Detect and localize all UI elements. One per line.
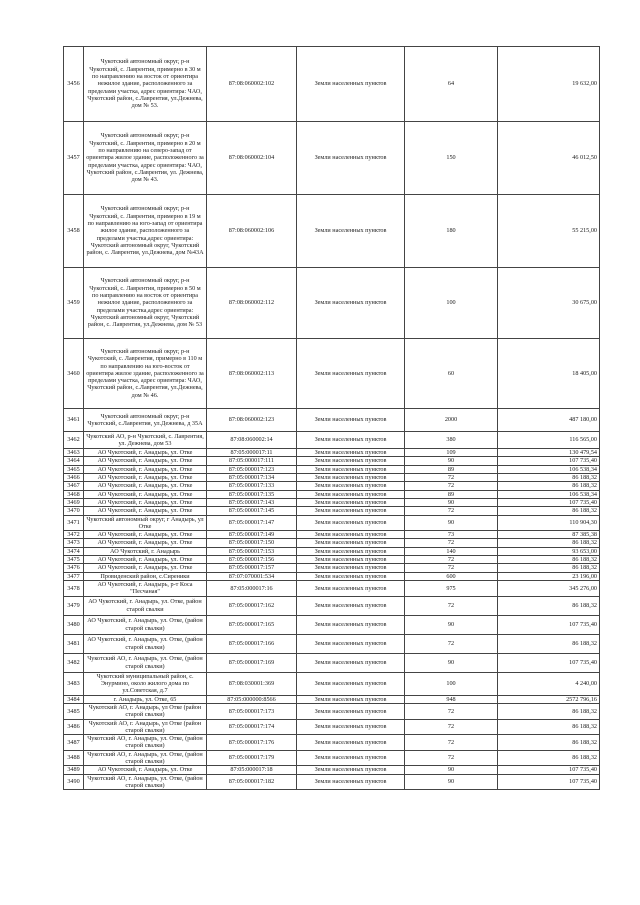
table-row (64, 735, 600, 751)
cadastral-number-cell: 87:05:000017:165 (207, 615, 297, 634)
area-cell: 600 (405, 572, 498, 580)
land-category-cell: Земли населенных пунктов (297, 672, 405, 695)
row-number: 3472 (64, 531, 84, 539)
table-row (64, 490, 600, 498)
cadastral-cost-cell: 345 276,00 (498, 581, 600, 597)
cadastral-cost-cell: 86 188,32 (498, 750, 600, 766)
cadastral-number-cell: 87:05:000017:150 (207, 539, 297, 547)
address-cell: Чукотский автономный округ, г Анадырь, ул Отке (84, 515, 207, 531)
area-cell: 90 (405, 766, 498, 774)
cadastral-cost-cell: 107 735,40 (498, 615, 600, 634)
area-cell: 72 (405, 507, 498, 515)
table-row (64, 634, 600, 653)
cadastral-number-cell: 87:05:000017:135 (207, 490, 297, 498)
address-cell: АО Чукотский, г. Анадырь, ул. Отке, (район старой свалки) (84, 634, 207, 653)
table-row (64, 615, 600, 634)
cadastral-cost-cell: 30 675,00 (498, 268, 600, 339)
cadastral-number-cell: 87:05:000017:176 (207, 735, 297, 751)
land-category-cell: Земли населенных пунктов (297, 735, 405, 751)
row-number: 3469 (64, 498, 84, 506)
address-cell: Чукотский автономный округ, р-н Чукотский, с. Лаврентия, примерно в 20 м по направлению на северо-запад от ориентира жилое здание, расположенного за пределами участка, адрес ориентира: ЧАО, Чукотский район, с.Лаврентия, ул. Дежнева, дом № 43. (84, 122, 207, 195)
cadastral-number-cell: 87:08:060002:106 (207, 195, 297, 268)
area-cell: 948 (405, 695, 498, 703)
cadastral-cost-cell: 86 188,32 (498, 539, 600, 547)
area-cell: 90 (405, 615, 498, 634)
cadastral-cost-cell: 2572 796,16 (498, 695, 600, 703)
table-row (64, 672, 600, 695)
cadastral-number-cell: 87:05:000017:179 (207, 750, 297, 766)
row-number: 3482 (64, 653, 84, 672)
cadastral-number-cell: 87:05:000017:133 (207, 482, 297, 490)
land-category-cell: Земли населенных пунктов (297, 547, 405, 555)
land-category-cell: Земли населенных пунктов (297, 195, 405, 268)
table-row (64, 766, 600, 774)
table-row (64, 409, 600, 432)
area-cell: 90 (405, 774, 498, 790)
cadastral-cost-cell: 23 196,00 (498, 572, 600, 580)
table-row (64, 482, 600, 490)
cadastral-cost-cell: 86 188,32 (498, 473, 600, 481)
table-row (64, 596, 600, 615)
row-number: 3464 (64, 457, 84, 465)
cadastral-cost-cell: 130 479,54 (498, 449, 600, 457)
address-cell: Чукотский АО, г. Анадырь, ул Отке (район старой свалки) (84, 719, 207, 735)
address-cell: АО Чукотский, г. Анадырь, ул. Отке (84, 766, 207, 774)
address-cell: АО Чукотский, г. Анадырь, ул. Отке (84, 507, 207, 515)
area-cell: 72 (405, 735, 498, 751)
cadastral-cost-cell: 86 188,32 (498, 735, 600, 751)
row-number: 3459 (64, 268, 84, 339)
cadastral-cost-cell: 116 565,00 (498, 432, 600, 449)
cadastral-cost-cell: 46 012,50 (498, 122, 600, 195)
area-cell: 90 (405, 515, 498, 531)
area-cell: 60 (405, 339, 498, 409)
address-cell: АО Чукотский, г. Анадырь, ул. Отке (84, 531, 207, 539)
row-number: 3460 (64, 339, 84, 409)
area-cell: 975 (405, 581, 498, 597)
area-cell: 73 (405, 531, 498, 539)
cadastral-number-cell: 87:05:000017:16 (207, 581, 297, 597)
address-cell: Чукотский автономный округ, р-н Чукотский, с. Лаврентия, примерно в 19 м по направлению на юго-запад от ориентира жилое здание, расположенного за пределами участка,адрес ориентира: Чукотский автономный округ, Чукотский район, с. Лаврентия, ул.Дежнева, дом №43А (84, 195, 207, 268)
row-number: 3486 (64, 719, 84, 735)
land-category-cell: Земли населенных пунктов (297, 531, 405, 539)
table-body (64, 47, 600, 790)
table-row (64, 572, 600, 580)
address-cell: Провиденский район, с.Сиреники (84, 572, 207, 580)
address-cell: АО Чукотский, г. Анадырь, ул. Отке (84, 564, 207, 572)
land-category-cell: Земли населенных пунктов (297, 507, 405, 515)
row-number: 3487 (64, 735, 84, 751)
cadastral-number-cell: 87:05:000017:153 (207, 547, 297, 555)
row-number: 3461 (64, 409, 84, 432)
land-category-cell: Земли населенных пунктов (297, 695, 405, 703)
area-cell: 72 (405, 634, 498, 653)
row-number: 3474 (64, 547, 84, 555)
cadastral-cost-cell: 86 188,32 (498, 507, 600, 515)
table-row (64, 473, 600, 481)
area-cell: 100 (405, 268, 498, 339)
area-cell: 72 (405, 703, 498, 719)
table-row (64, 432, 600, 449)
row-number: 3463 (64, 449, 84, 457)
cadastral-cost-cell: 93 653,00 (498, 547, 600, 555)
cadastral-cost-cell: 106 538,34 (498, 465, 600, 473)
cadastral-number-cell: 87:05:000017:157 (207, 564, 297, 572)
cadastral-number-cell: 87:05:000017:156 (207, 556, 297, 564)
address-cell: АО Чукотский, г. Анадырь, ул. Отке, район старой свалки (84, 596, 207, 615)
area-cell: 72 (405, 719, 498, 735)
row-number: 3462 (64, 432, 84, 449)
table-row (64, 268, 600, 339)
cadastral-number-cell: 87:08:060002:104 (207, 122, 297, 195)
cadastral-cost-cell: 487 180,00 (498, 409, 600, 432)
table-row (64, 515, 600, 531)
land-category-cell: Земли населенных пунктов (297, 268, 405, 339)
cadastral-number-cell: 87:05:000017:111 (207, 457, 297, 465)
table-row (64, 47, 600, 122)
land-category-cell: Земли населенных пунктов (297, 766, 405, 774)
row-number: 3481 (64, 634, 84, 653)
cadastral-cost-cell: 106 538,34 (498, 490, 600, 498)
address-cell: АО Чукотский, г. Анадырь, ул. Отке (84, 449, 207, 457)
area-cell: 72 (405, 473, 498, 481)
area-cell: 90 (405, 498, 498, 506)
address-cell: Чукотский АО, г. Анадырь, ул. Отке, (район старой свалки) (84, 653, 207, 672)
land-category-cell: Земли населенных пунктов (297, 572, 405, 580)
cadastral-cost-cell: 86 188,32 (498, 564, 600, 572)
land-category-cell: Земли населенных пунктов (297, 409, 405, 432)
cadastral-cost-cell: 86 188,32 (498, 634, 600, 653)
row-number: 3475 (64, 556, 84, 564)
cadastral-number-cell: 87:05:000017:162 (207, 596, 297, 615)
area-cell: 100 (405, 672, 498, 695)
row-number: 3458 (64, 195, 84, 268)
land-category-cell: Земли населенных пунктов (297, 596, 405, 615)
table-row (64, 547, 600, 555)
cadastral-number-cell: 87:08:060002:102 (207, 47, 297, 122)
row-number: 3476 (64, 564, 84, 572)
land-category-cell: Земли населенных пунктов (297, 473, 405, 481)
row-number: 3478 (64, 581, 84, 597)
table-row (64, 531, 600, 539)
row-number: 3457 (64, 122, 84, 195)
land-category-cell: Земли населенных пунктов (297, 490, 405, 498)
cadastral-cost-cell: 18 405,00 (498, 339, 600, 409)
address-cell: г. Анадырь, ул. Отке, 65 (84, 695, 207, 703)
cadastral-cost-cell: 107 735,40 (498, 766, 600, 774)
cadastral-cost-cell: 55 215,00 (498, 195, 600, 268)
row-number: 3477 (64, 572, 84, 580)
row-number: 3483 (64, 672, 84, 695)
table-row (64, 449, 600, 457)
land-category-cell: Земли населенных пунктов (297, 581, 405, 597)
cadastral-cost-cell: 107 735,40 (498, 498, 600, 506)
area-cell: 89 (405, 465, 498, 473)
cadastral-number-cell: 87:08:030001:369 (207, 672, 297, 695)
land-category-cell: Земли населенных пунктов (297, 449, 405, 457)
address-cell: АО Чукотский, г. Анадырь, ул. Отке (84, 473, 207, 481)
cadastral-cost-cell: 19 632,00 (498, 47, 600, 122)
land-category-cell: Земли населенных пунктов (297, 482, 405, 490)
table-row (64, 703, 600, 719)
area-cell: 180 (405, 195, 498, 268)
address-cell: АО Чукотский, г. Анадырь, ул. Отке (84, 539, 207, 547)
cadastral-number-cell: 87:05:000000:8566 (207, 695, 297, 703)
table-row (64, 581, 600, 597)
table-row (64, 774, 600, 790)
address-cell: АО Чукотский, г. Анадырь, ул. Отке, (район старой свалки) (84, 615, 207, 634)
table-row (64, 507, 600, 515)
cadastral-cost-cell: 86 188,32 (498, 556, 600, 564)
cadastral-cost-cell: 86 188,32 (498, 703, 600, 719)
row-number: 3456 (64, 47, 84, 122)
table-row (64, 498, 600, 506)
row-number: 3484 (64, 695, 84, 703)
area-cell: 90 (405, 457, 498, 465)
land-category-cell: Земли населенных пунктов (297, 750, 405, 766)
row-number: 3473 (64, 539, 84, 547)
row-number: 3479 (64, 596, 84, 615)
land-category-cell: Земли населенных пунктов (297, 564, 405, 572)
area-cell: 72 (405, 750, 498, 766)
area-cell: 72 (405, 564, 498, 572)
row-number: 3470 (64, 507, 84, 515)
land-category-cell: Земли населенных пунктов (297, 457, 405, 465)
row-number: 3471 (64, 515, 84, 531)
area-cell: 140 (405, 547, 498, 555)
area-cell: 72 (405, 596, 498, 615)
address-cell: АО Чукотский, г. Анадырь, р-т Коса "Песчаная" (84, 581, 207, 597)
cadastral-cost-cell: 86 188,32 (498, 719, 600, 735)
cadastral-number-cell: 87:05:000017:134 (207, 473, 297, 481)
cadastral-number-cell: 87:05:000017:143 (207, 498, 297, 506)
table-row (64, 195, 600, 268)
area-cell: 64 (405, 47, 498, 122)
address-cell: Чукотский АО, г. Анадырь, ул. Отке, (район старой свалки) (84, 735, 207, 751)
land-category-cell: Земли населенных пунктов (297, 703, 405, 719)
row-number: 3465 (64, 465, 84, 473)
table-row (64, 695, 600, 703)
address-cell: Чукотский автономный округ, р-н Чукотский, с. Лаврентия, примерно в 110 м по направлению на юго-восток от ориентира жилое здание, расположенного за пределами участка, адрес ориентира: ЧАО, Чукотский район, с.Лаврентия, ул.Дежнева, дом № 46. (84, 339, 207, 409)
table-row (64, 750, 600, 766)
cadastral-number-cell: 87:08:060002:112 (207, 268, 297, 339)
land-category-cell: Земли населенных пунктов (297, 653, 405, 672)
area-cell: 380 (405, 432, 498, 449)
row-number: 3485 (64, 703, 84, 719)
row-number: 3480 (64, 615, 84, 634)
cadastral-number-cell: 87:08:060002:123 (207, 409, 297, 432)
area-cell: 2000 (405, 409, 498, 432)
table-row (64, 653, 600, 672)
cadastral-number-cell: 87:07:070001:534 (207, 572, 297, 580)
cadastral-number-cell: 87:05:000017:182 (207, 774, 297, 790)
land-category-cell: Земли населенных пунктов (297, 339, 405, 409)
cadastral-number-cell: 87:05:000017:173 (207, 703, 297, 719)
land-category-cell: Земли населенных пунктов (297, 615, 405, 634)
area-cell: 150 (405, 122, 498, 195)
cadastral-number-cell: 87:05:000017:169 (207, 653, 297, 672)
row-number: 3466 (64, 473, 84, 481)
cadastral-cost-cell: 107 735,40 (498, 653, 600, 672)
land-category-cell: Земли населенных пунктов (297, 719, 405, 735)
address-cell: АО Чукотский, г. Анадырь, ул. Отке (84, 465, 207, 473)
address-cell: Чукотский автономный округ, р-н Чукотский, с.Лаврентия, ул.Дежнева, д 35А (84, 409, 207, 432)
address-cell: Чукотский муниципальный район, с. Энурмино, около жилого дома по ул.Советская, д.7 (84, 672, 207, 695)
address-cell: Чукотский АО, г. Анадырь, ул. Отке, (район старой свалки) (84, 774, 207, 790)
row-number: 3489 (64, 766, 84, 774)
address-cell: Чукотский автономный округ, р-н Чукотский, с. Лаврентия, примерно в 30 м по направлению на восток от ориентира нежилое здание, расположенного за пределами участка, адрес ориентира: ЧАО, Чукотский район, с.Лаврентия, ул.Дежнева, дом № 53. (84, 47, 207, 122)
row-number: 3468 (64, 490, 84, 498)
address-cell: АО Чукотский, г. Анадырь, ул. Отке (84, 556, 207, 564)
cadastral-number-cell: 87:05:000017:18 (207, 766, 297, 774)
land-category-cell: Земли населенных пунктов (297, 498, 405, 506)
table-row (64, 122, 600, 195)
land-category-cell: Земли населенных пунктов (297, 465, 405, 473)
cadastral-cost-cell: 87 385,38 (498, 531, 600, 539)
address-cell: Чукотский АО, р-н Чукотский, с. Лаврентия, ул. Дежнева, дом 53 (84, 432, 207, 449)
cadastral-number-cell: 87:08:060002:14 (207, 432, 297, 449)
table-row (64, 465, 600, 473)
land-category-cell: Земли населенных пунктов (297, 556, 405, 564)
table-row (64, 539, 600, 547)
cadastral-number-cell: 87:05:000017:147 (207, 515, 297, 531)
cadastral-cost-cell: 4 240,00 (498, 672, 600, 695)
address-cell: АО Чукотский, г. Анадырь (84, 547, 207, 555)
row-number: 3488 (64, 750, 84, 766)
cadastral-number-cell: 87:08:060002:113 (207, 339, 297, 409)
land-category-cell: Земли населенных пунктов (297, 774, 405, 790)
address-cell: АО Чукотский, г. Анадырь, ул. Отке (84, 457, 207, 465)
cadastral-cost-cell: 110 904,30 (498, 515, 600, 531)
cadastral-cost-cell: 86 188,32 (498, 596, 600, 615)
area-cell: 72 (405, 482, 498, 490)
cadastral-number-cell: 87:05:000017:123 (207, 465, 297, 473)
cadastral-number-cell: 87:05:000017:145 (207, 507, 297, 515)
area-cell: 109 (405, 449, 498, 457)
address-cell: АО Чукотский, г. Анадырь, ул. Отке (84, 498, 207, 506)
address-cell: АО Чукотский, г. Анадырь, ул. Отке (84, 490, 207, 498)
address-cell: Чукотский АО, г. Анадырь, ул. Отке, (район старой свалки) (84, 750, 207, 766)
cadastral-cost-cell: 107 735,40 (498, 774, 600, 790)
area-cell: 72 (405, 539, 498, 547)
land-category-cell: Земли населенных пунктов (297, 47, 405, 122)
address-cell: АО Чукотский, г. Анадырь, ул. Отке (84, 482, 207, 490)
cadastral-number-cell: 87:05:000017:149 (207, 531, 297, 539)
cadastral-number-cell: 87:05:000017:174 (207, 719, 297, 735)
row-number: 3490 (64, 774, 84, 790)
cadastral-cost-cell: 86 188,32 (498, 482, 600, 490)
cadastral-cost-cell: 107 735,40 (498, 457, 600, 465)
table-row (64, 719, 600, 735)
land-category-cell: Земли населенных пунктов (297, 539, 405, 547)
table-row (64, 457, 600, 465)
row-number: 3467 (64, 482, 84, 490)
cadastral-number-cell: 87:05:000017:166 (207, 634, 297, 653)
address-cell: Чукотский автономный округ, р-н Чукотский, с. Лаврентия, примерно в 50 м по направлению на восток от ориентира нежилое здание, расположенного за пределами участка,адрес ориентира: Чукотский автономный округ, Чукотский район, с. Лаврентия, ул.Дежнева, дом № 53 (84, 268, 207, 339)
area-cell: 89 (405, 490, 498, 498)
land-category-cell: Земли населенных пунктов (297, 432, 405, 449)
address-cell: Чукотский АО, г. Анадырь, ул Отке (район старой свалки) (84, 703, 207, 719)
area-cell: 90 (405, 653, 498, 672)
land-category-cell: Земли населенных пунктов (297, 122, 405, 195)
land-category-cell: Земли населенных пунктов (297, 515, 405, 531)
area-cell: 72 (405, 556, 498, 564)
table-row (64, 339, 600, 409)
land-plot-table (63, 46, 600, 790)
cadastral-number-cell: 87:05:000017:11 (207, 449, 297, 457)
land-category-cell: Земли населенных пунктов (297, 634, 405, 653)
table-row (64, 556, 600, 564)
table-row (64, 564, 600, 572)
